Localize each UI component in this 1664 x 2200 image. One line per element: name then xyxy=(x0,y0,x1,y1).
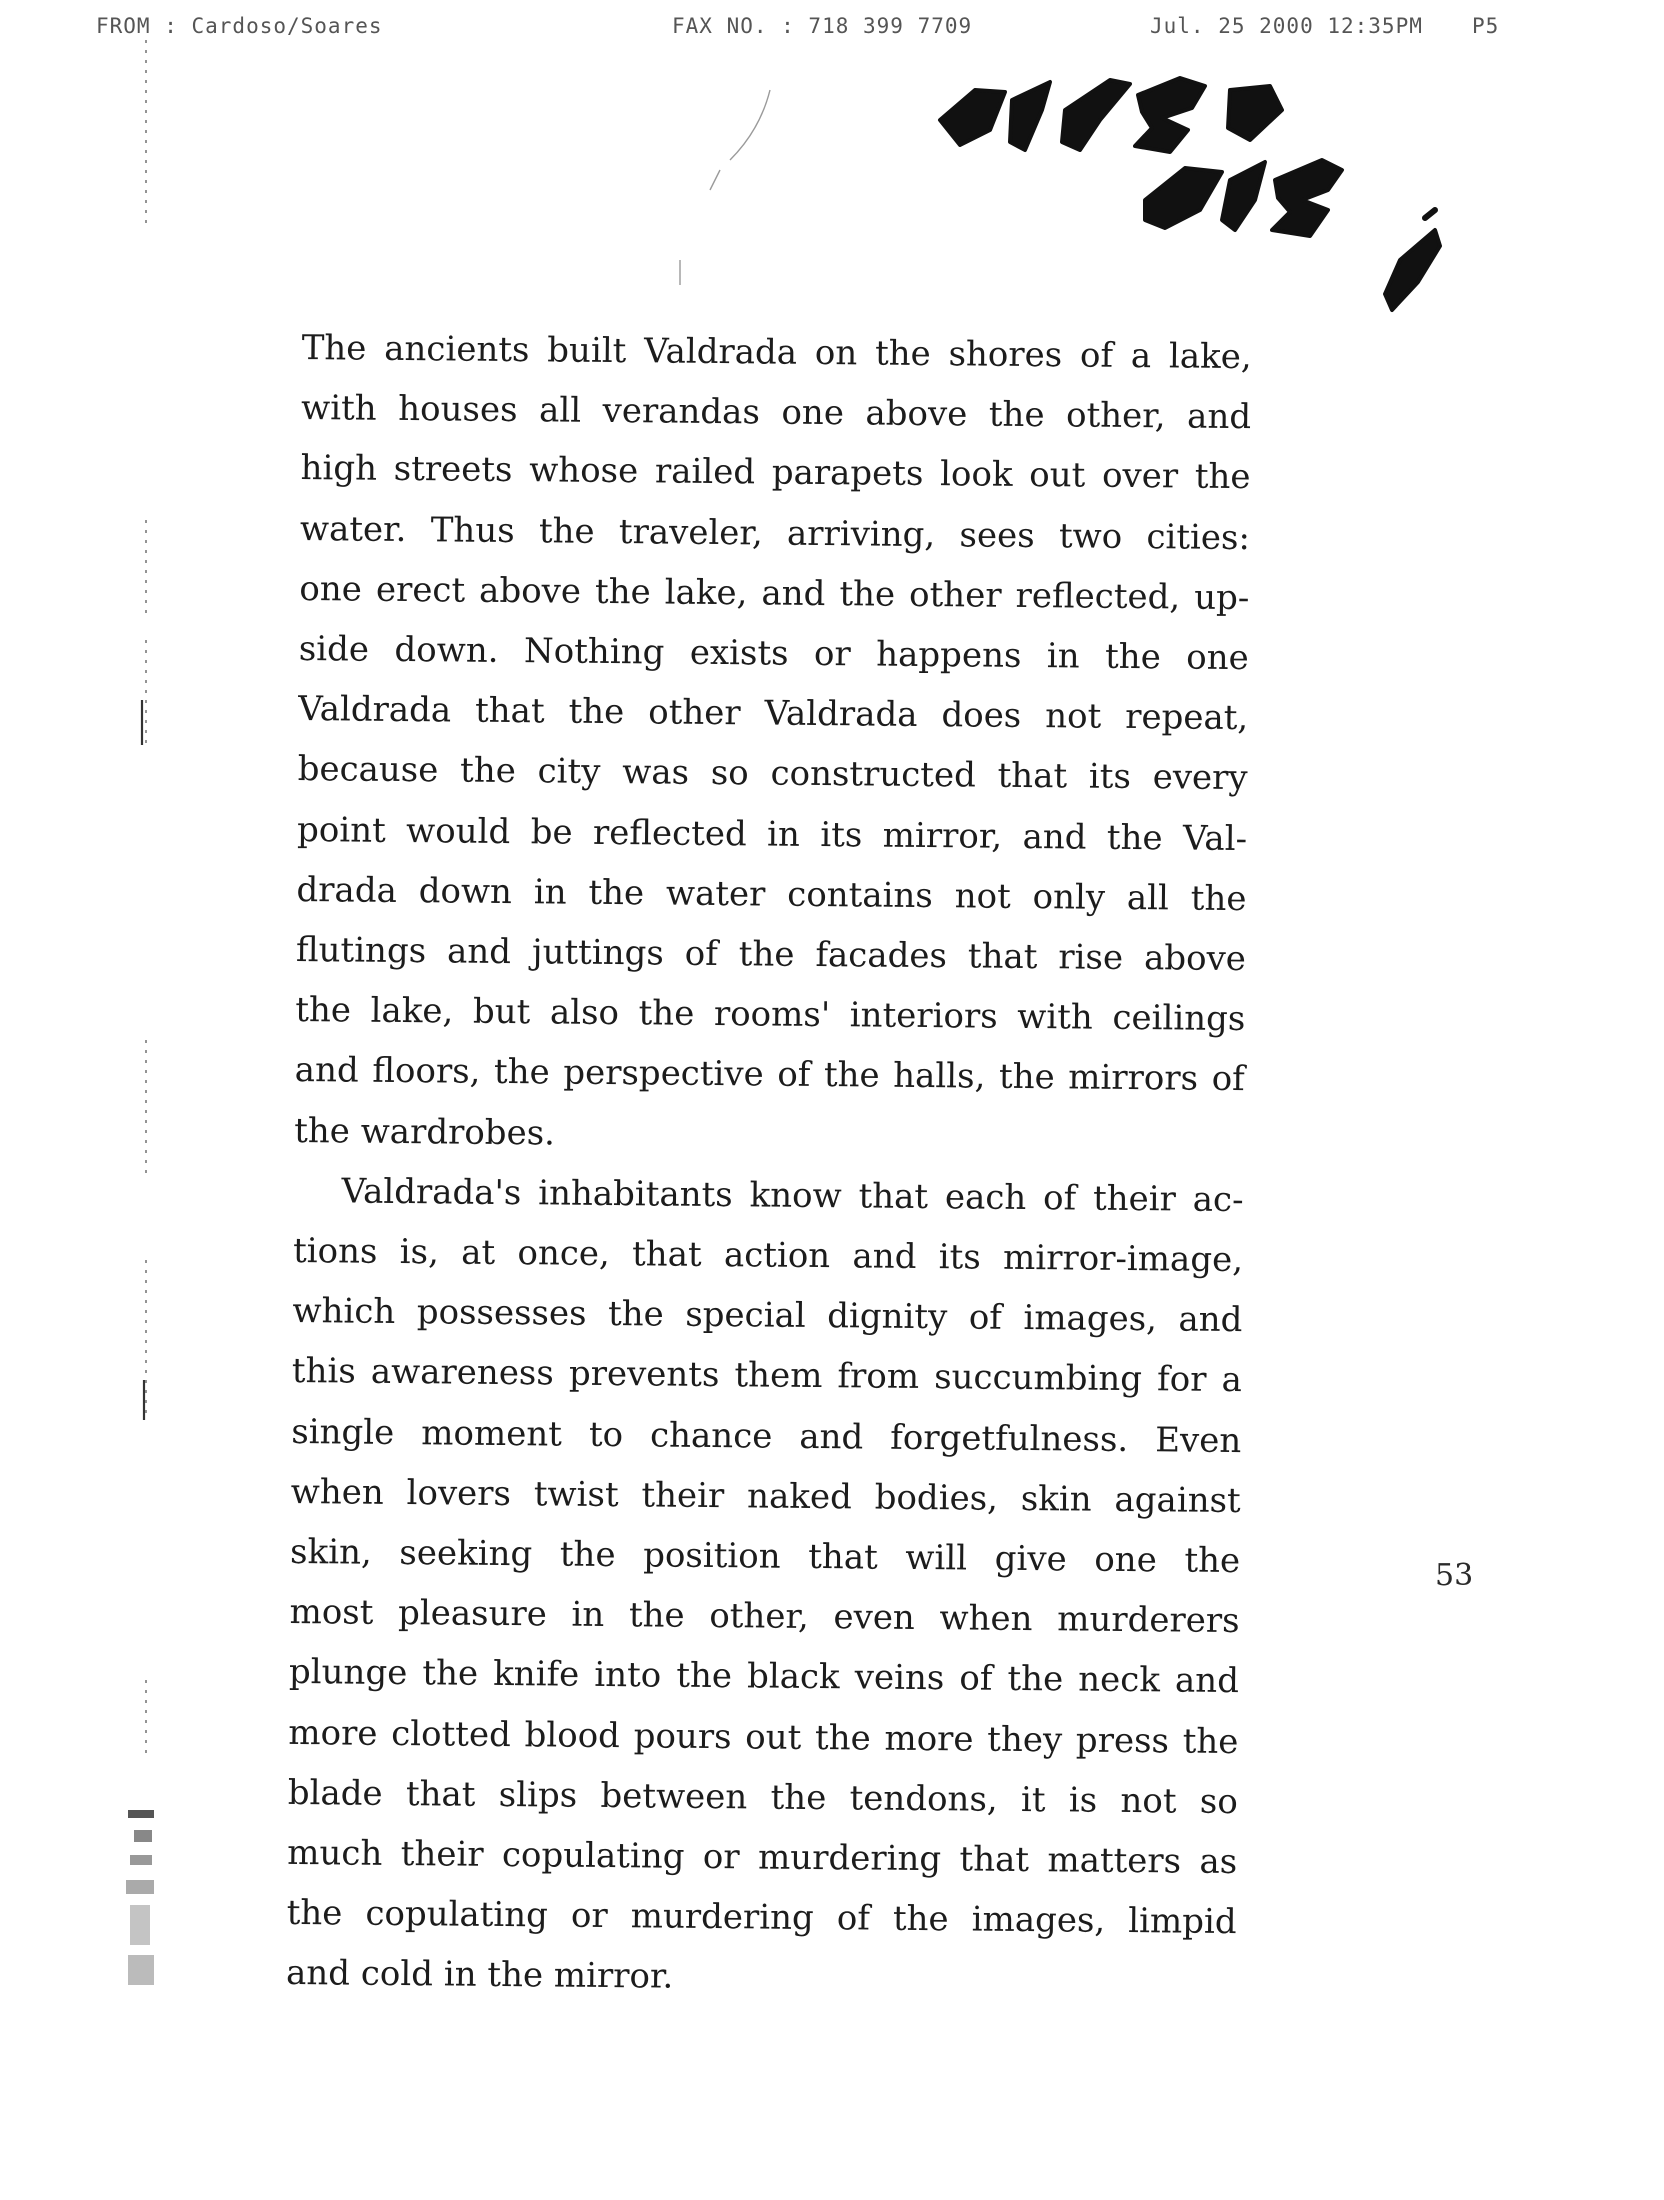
fax-page: P5 xyxy=(1472,14,1500,38)
text-line: most pleasure in the other, even when murderers xyxy=(289,1592,1240,1642)
text-line: tions is, at once, that action and its mirror-image, xyxy=(292,1231,1244,1281)
text-line: blade that slips between the tendons, it is not so xyxy=(287,1772,1238,1822)
text-line: Valdrada that the other Valdrada does not repeat, xyxy=(298,689,1249,739)
text-line: Valdrada's inhabitants know that each of their ac- xyxy=(341,1171,1244,1220)
paragraph-2 xyxy=(286,1161,1244,2013)
fax-datetime: Jul. 25 2000 12:35PM xyxy=(1150,14,1423,38)
text-line: with houses all verandas one above the other, and xyxy=(300,388,1252,438)
text-line: and floors, the perspective of the halls, the mirrors of xyxy=(294,1050,1245,1100)
text-line: high streets whose railed parapets look out over the xyxy=(300,448,1251,498)
text-line: The ancients built Valdrada on the shores of a lake, xyxy=(301,327,1252,378)
text-line: single moment to chance and forgetfulness. Even xyxy=(291,1411,1242,1461)
text-line: much their copulating or murdering that matters as xyxy=(287,1833,1238,1883)
text-line: this awareness prevents them from succumbing for a xyxy=(291,1351,1243,1401)
text-line: the copulating or murdering of the images, limpid xyxy=(286,1893,1237,1943)
text-line: one erect above the lake, and the other reflected, up- xyxy=(299,568,1250,618)
page-number: 53 xyxy=(1435,1558,1474,1593)
paragraph-1 xyxy=(294,318,1252,1170)
text-line: the wardrobes. xyxy=(294,1110,556,1154)
book-page-text xyxy=(286,318,1252,2013)
text-line: flutings and juttings of the facades that rise above xyxy=(295,930,1247,980)
fax-header xyxy=(0,14,1664,50)
text-line: when lovers twist their naked bodies, skin against xyxy=(290,1471,1241,1521)
fax-from: FROM : Cardoso/Soares xyxy=(96,14,383,38)
text-line: because the city was so constructed that its every xyxy=(297,749,1248,799)
text-line: point would be reflected in its mirror, and the Val- xyxy=(296,809,1248,859)
text-line: water. Thus the traveler, arriving, sees two cities: xyxy=(299,508,1251,558)
text-line: and cold in the mirror. xyxy=(285,1953,674,1998)
fax-number: FAX NO. : 718 399 7709 xyxy=(672,14,973,38)
text-line: skin, seeking the position that will give one the xyxy=(289,1532,1241,1582)
text-line: drada down in the water contains not only all the xyxy=(296,869,1247,919)
left-margin-scan-marks xyxy=(100,0,180,2200)
handwritten-scribble-mark xyxy=(930,50,1460,320)
text-line: the lake, but also the rooms' interiors with ceilings xyxy=(295,990,1246,1040)
faint-pencil-marks xyxy=(660,40,800,300)
text-line: which possesses the special dignity of images, and xyxy=(292,1291,1243,1341)
text-line: side down. Nothing exists or happens in the one xyxy=(298,629,1249,679)
text-line: more clotted blood pours out the more they press the xyxy=(288,1712,1239,1762)
text-line: plunge the knife into the black veins of the neck and xyxy=(288,1652,1240,1702)
